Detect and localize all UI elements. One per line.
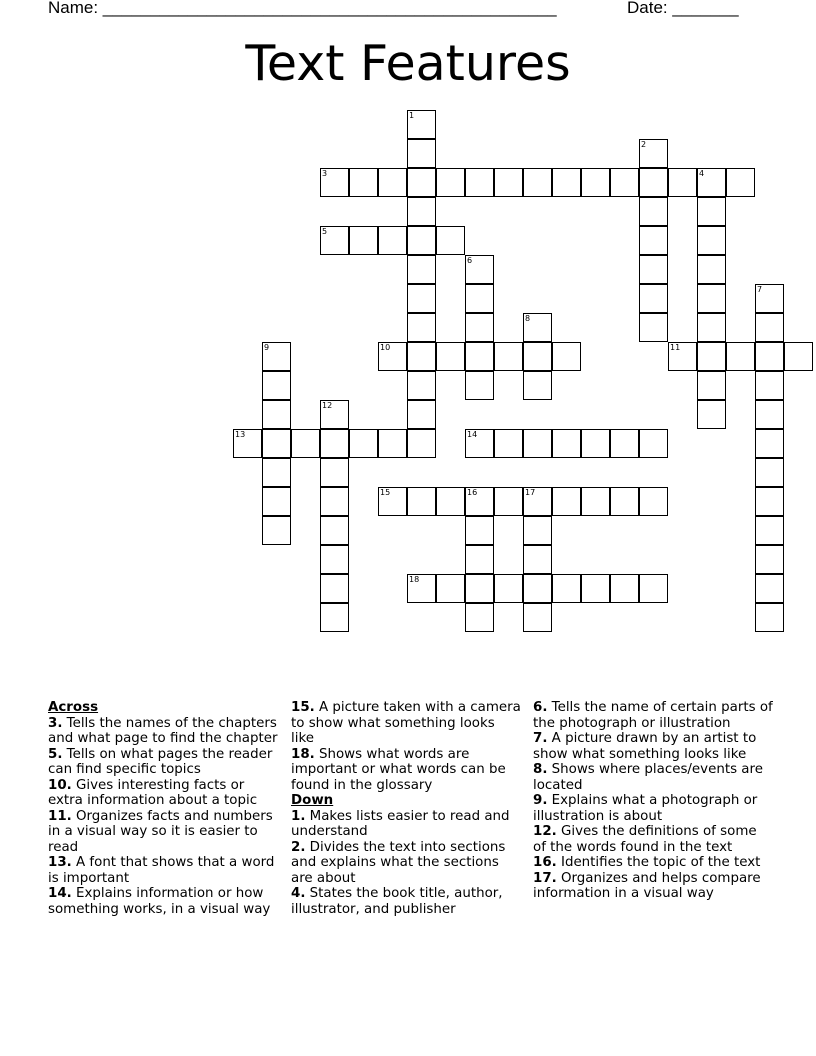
crossword-cell[interactable] [320,516,349,545]
crossword-cell[interactable] [465,429,494,458]
crossword-cell[interactable] [291,429,320,458]
crossword-cell[interactable] [436,226,465,255]
cell-number: 16 [467,488,478,497]
clue-across-14: 14. Explains information or how something works, in a visual way [48,886,271,917]
crossword-cell[interactable] [407,313,436,342]
crossword-cell[interactable] [320,429,349,458]
crossword-cell[interactable] [523,487,552,516]
crossword-cell[interactable] [523,516,552,545]
clue-across-15: 15. A picture taken with a camera to show what something looks like [291,700,521,746]
crossword-cell[interactable] [697,371,726,400]
crossword-cell[interactable] [262,487,291,516]
crossword-cell[interactable] [523,429,552,458]
crossword-cell[interactable] [407,284,436,313]
crossword-cell[interactable] [755,516,784,545]
crossword-cell[interactable] [378,168,407,197]
crossword-cell[interactable] [262,458,291,487]
cell-number: 2 [641,140,647,149]
crossword-cell[interactable] [407,342,436,371]
crossword-cell[interactable] [465,371,494,400]
crossword-cell[interactable] [784,342,813,371]
crossword-cell[interactable] [755,458,784,487]
crossword-cell[interactable] [552,168,581,197]
crossword-cell[interactable] [639,197,668,226]
crossword-cell[interactable] [378,429,407,458]
crossword-cell[interactable] [755,574,784,603]
crossword-cell[interactable] [262,342,291,371]
crossword-cell[interactable] [639,429,668,458]
crossword-cell[interactable] [233,429,262,458]
crossword-cell[interactable] [436,487,465,516]
across-heading: Across [48,700,99,715]
crossword-cell[interactable] [494,168,523,197]
crossword-cell[interactable] [697,168,726,197]
cell-number: 18 [409,575,420,584]
crossword-cell[interactable] [523,342,552,371]
clue-column-2 [291,700,521,917]
cell-number: 8 [525,314,531,323]
clue-down-17: 17. Organizes and helps compare information in a visual way [533,870,761,901]
crossword-cell[interactable] [262,429,291,458]
crossword-cell[interactable] [552,574,581,603]
cell-number: 12 [322,401,333,410]
crossword-cell[interactable] [523,574,552,603]
crossword-cell[interactable] [320,603,349,632]
clue-across-10: 10. Gives interesting facts or extra information about a topic [48,777,258,808]
crossword-cell[interactable] [639,487,668,516]
clue-down-4: 4. States the book title, author, illustrator, and publisher [291,886,503,917]
crossword-cell[interactable] [755,603,784,632]
crossword-cell[interactable] [349,429,378,458]
crossword-cell[interactable] [610,429,639,458]
crossword-cell[interactable] [320,458,349,487]
crossword-cell[interactable] [697,284,726,313]
crossword-cell[interactable] [436,574,465,603]
crossword-cell[interactable] [262,371,291,400]
clue-down-16: 16. Identifies the topic of the text [533,855,761,870]
crossword-cell[interactable] [494,429,523,458]
crossword-cell[interactable] [726,342,755,371]
crossword-cell[interactable] [755,313,784,342]
crossword-cell[interactable] [581,429,610,458]
crossword-cell[interactable] [523,371,552,400]
crossword-cell[interactable] [407,371,436,400]
crossword-cell[interactable] [407,487,436,516]
crossword-cell[interactable] [697,313,726,342]
crossword-cell[interactable] [320,487,349,516]
cell-number: 13 [235,430,246,439]
crossword-cell[interactable] [697,255,726,284]
crossword-cell[interactable] [639,139,668,168]
crossword-cell[interactable] [465,574,494,603]
crossword-cell[interactable] [581,574,610,603]
crossword-cell[interactable] [523,168,552,197]
cell-number: 1 [409,111,415,120]
crossword-cell[interactable] [465,603,494,632]
crossword-cell[interactable] [494,574,523,603]
crossword-cell[interactable] [755,400,784,429]
crossword-cell[interactable] [755,371,784,400]
crossword-cell[interactable] [465,255,494,284]
crossword-cell[interactable] [436,342,465,371]
crossword-cell[interactable] [755,342,784,371]
crossword-cell[interactable] [523,603,552,632]
crossword-cell[interactable] [610,168,639,197]
crossword-cell[interactable] [320,400,349,429]
crossword-cell[interactable] [407,255,436,284]
cell-number: 5 [322,227,328,236]
cell-number: 11 [670,343,681,352]
clue-across-11: 11. Organizes facts and numbers in a visual way so it is easier to read [48,808,273,855]
cell-number: 3 [322,169,328,178]
crossword-cell[interactable] [320,226,349,255]
crossword-cell[interactable] [610,574,639,603]
clue-down-1: 1. Makes lists easier to read and understand [291,808,510,839]
cell-number: 6 [467,256,473,265]
crossword-cell[interactable] [523,313,552,342]
crossword-cell[interactable] [668,342,697,371]
cell-number: 4 [699,169,705,178]
crossword-cell[interactable] [407,226,436,255]
clue-across-18: 18. Shows what words are important or what words can be found in the glossary [291,746,506,793]
clue-column-3 [533,700,773,902]
crossword-cell[interactable] [262,400,291,429]
crossword-cell[interactable] [407,168,436,197]
crossword-cell[interactable] [320,168,349,197]
crossword-cell[interactable] [581,168,610,197]
crossword-cell[interactable] [697,342,726,371]
clue-down-12: 12. Gives the definitions of some of the words found in the text [533,824,757,855]
crossword-cell[interactable] [755,284,784,313]
clue-down-8: 8. Shows where places/events are located [533,762,763,793]
crossword-cell[interactable] [465,168,494,197]
crossword-cell[interactable] [697,197,726,226]
crossword-cell[interactable] [610,487,639,516]
down-heading: Down [291,793,334,808]
crossword-cell[interactable] [320,545,349,574]
crossword-cell[interactable] [639,284,668,313]
crossword-cell[interactable] [755,487,784,516]
crossword-cell[interactable] [552,342,581,371]
cell-number: 14 [467,430,478,439]
crossword-cell[interactable] [755,429,784,458]
crossword-cell[interactable] [552,429,581,458]
cell-number: 15 [380,488,391,497]
clue-across-13: 13. A font that shows that a word is important [48,855,275,886]
crossword-cell[interactable] [349,226,378,255]
crossword-cell[interactable] [378,342,407,371]
crossword-cell[interactable] [320,574,349,603]
crossword-cell[interactable] [465,545,494,574]
date-field-label: Date: _______ [627,0,739,17]
name-field-label: Name: ________________________________________________ [48,0,557,17]
crossword-cell[interactable] [349,168,378,197]
cell-number: 9 [264,343,270,352]
clue-across-3: 3. Tells the names of the chapters and what page to find the chapter [48,715,278,746]
crossword-cell[interactable] [465,516,494,545]
crossword-cell[interactable] [407,429,436,458]
crossword-cell[interactable] [697,400,726,429]
crossword-cell[interactable] [581,487,610,516]
crossword-cell[interactable] [378,487,407,516]
clue-across-5: 5. Tells on what pages the reader can find specific topics [48,746,273,777]
clue-down-7: 7. A picture drawn by an artist to show what something looks like [533,731,757,762]
clue-down-2: 2. Divides the text into sections and explains what the sections are about [291,839,506,886]
cell-number: 10 [380,343,391,352]
crossword-cell[interactable] [465,342,494,371]
crossword-cell[interactable] [697,226,726,255]
clue-down-9: 9. Explains what a photograph or illustration is about [533,793,758,824]
cell-number: 17 [525,488,536,497]
crossword-cell[interactable] [465,487,494,516]
crossword-cell[interactable] [407,400,436,429]
crossword-cell[interactable] [378,226,407,255]
crossword-cell[interactable] [407,139,436,168]
crossword-cell[interactable] [639,313,668,342]
crossword-cell[interactable] [494,487,523,516]
crossword-cell[interactable] [639,226,668,255]
crossword-cell[interactable] [639,168,668,197]
cell-number: 7 [757,285,763,294]
crossword-cell[interactable] [407,110,436,139]
crossword-cell[interactable] [407,574,436,603]
crossword-cell[interactable] [755,545,784,574]
clue-column-1 [48,700,278,917]
clue-down-6: 6. Tells the name of certain parts of the photograph or illustration [533,700,773,731]
crossword-cell[interactable] [465,313,494,342]
crossword-cell[interactable] [262,516,291,545]
crossword-cell[interactable] [523,545,552,574]
crossword-cell[interactable] [639,255,668,284]
crossword-cell[interactable] [465,284,494,313]
crossword-cell[interactable] [639,574,668,603]
crossword-cell[interactable] [552,487,581,516]
crossword-cell[interactable] [726,168,755,197]
page-title: Text Features [245,35,571,92]
crossword-cell[interactable] [668,168,697,197]
crossword-cell[interactable] [407,197,436,226]
crossword-cell[interactable] [494,342,523,371]
crossword-cell[interactable] [436,168,465,197]
